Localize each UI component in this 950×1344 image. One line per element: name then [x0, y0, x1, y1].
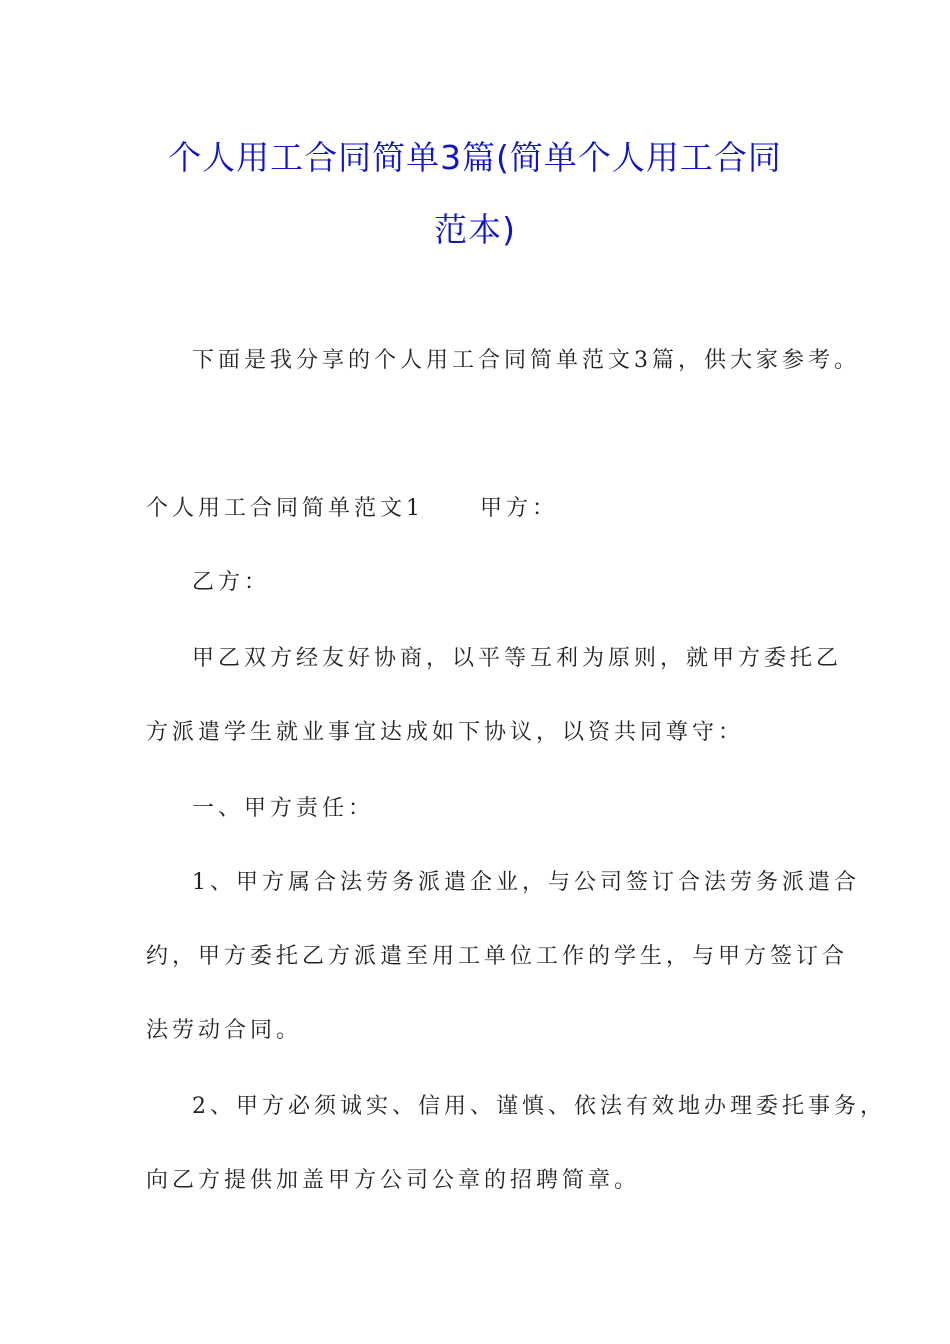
section-one-heading: 一、甲方责任： [192, 796, 375, 821]
document-title-line-2: 范本) [434, 210, 516, 249]
body-paragraph-line: 甲乙双方经友好协商，以平等互利为原则，就甲方委托乙 [192, 646, 843, 671]
body-paragraph-line: 约，甲方委托乙方派遣至用工单位工作的学生，与甲方签订合 [146, 944, 849, 969]
body-paragraph-line: 方派遣学生就业事宜达成如下协议，以资共同尊守： [146, 720, 745, 745]
body-paragraph-line: 1、甲方属合法劳务派遣企业，与公司签订合法劳务派遣合 [192, 870, 860, 895]
body-paragraph-line: 2、甲方必须诚实、信用、谨慎、依法有效地办理委托事务， [192, 1094, 886, 1119]
section-heading: 个人用工合同简单范文1 [146, 496, 424, 521]
document-title-line-1: 个人用工合同简单3篇(简单个人用工合同 [168, 138, 782, 177]
body-paragraph-line: 法劳动合同。 [146, 1018, 303, 1043]
section-heading-line [146, 494, 558, 524]
intro-paragraph: 下面是我分享的个人用工合同简单范文3篇，供大家参考。 [192, 348, 860, 373]
party-b-label: 乙方： [192, 570, 271, 595]
party-a-label: 甲方： [480, 496, 559, 521]
body-paragraph-line: 向乙方提供加盖甲方公司公章的招聘简章。 [146, 1168, 641, 1193]
